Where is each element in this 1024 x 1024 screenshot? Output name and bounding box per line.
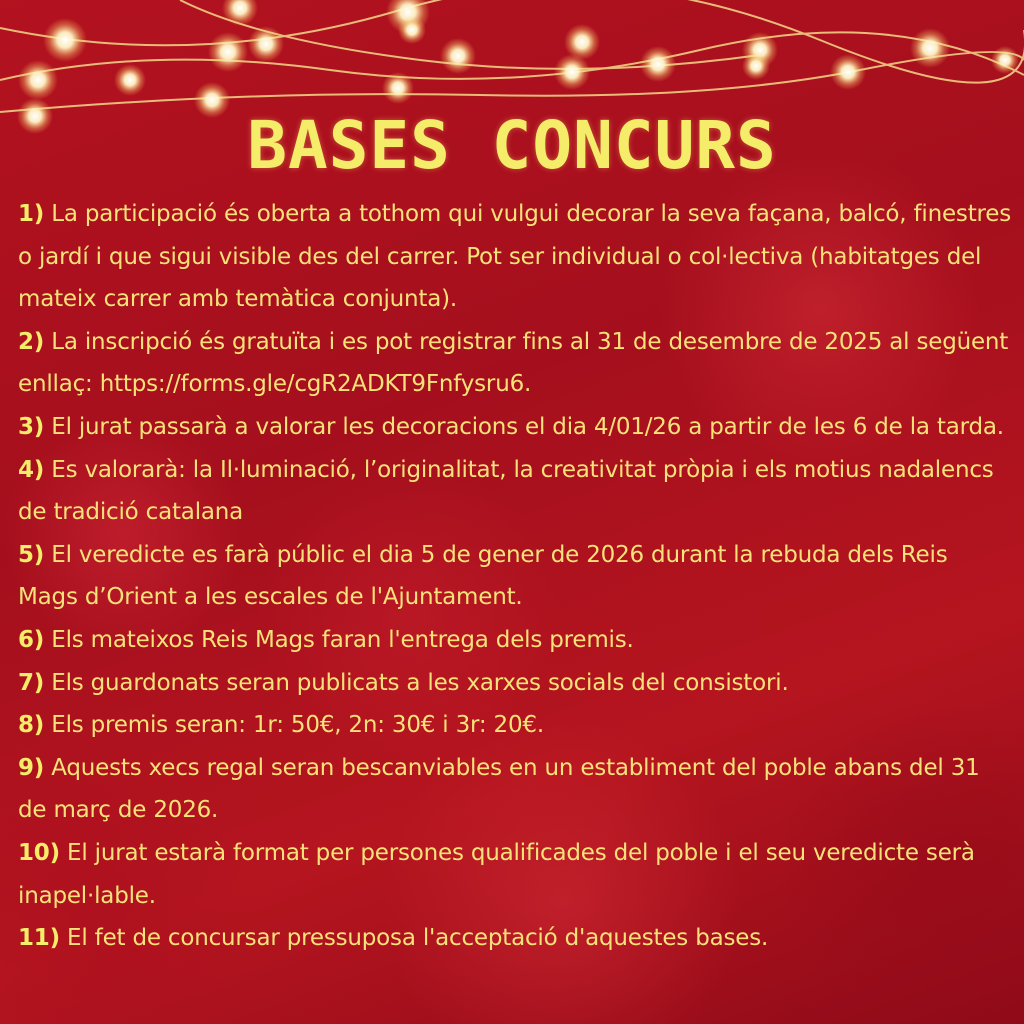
list-item: [18, 704, 1013, 747]
rule-text: El veredicte es farà públic el dia 5 de gener de 2026 durant la rebuda dels Reis Mags d’Orient a les escales de l'Ajuntament.: [18, 541, 948, 611]
rule-number: 6): [18, 626, 45, 653]
rule-number: 8): [18, 712, 45, 739]
list-item: [18, 449, 1013, 534]
list-item: [18, 619, 1013, 662]
rule-number: 11): [18, 925, 60, 952]
rule-number: 9): [18, 754, 45, 781]
list-item: [18, 534, 1013, 619]
rule-number: 10): [18, 839, 60, 866]
rules-list: [18, 193, 1013, 960]
page-title: BASES CONCURS: [247, 107, 777, 184]
list-item: [18, 662, 1013, 705]
rule-text: Els mateixos Reis Mags faran l'entrega dels premis.: [44, 626, 634, 653]
rule-number: 3): [18, 413, 45, 440]
rule-text: Els guardonats seran publicats a les xarxes socials del consistori.: [44, 669, 789, 696]
rule-text: Els premis seran: 1r: 50€, 2n: 30€ i 3r: 20€.: [44, 712, 544, 739]
rule-number: 7): [18, 669, 45, 696]
rule-number: 1): [18, 201, 45, 227]
rule-text: La participació és oberta a tothom qui vulgui decorar la seva façana, balcó, finestres o jardí i que sigui visible des del carrer. Pot ser individual o col·lectiva (habitatges del mateix carrer amb temàtica conjunta).: [18, 201, 1011, 313]
rule-text: La inscripció és gratuïta i es pot registrar fins al 31 de desembre de 2025 al següent enllaç: https://forms.gle/cgR2ADKT9Fnfysru6.: [18, 328, 1009, 398]
list-item: [18, 406, 1013, 449]
rule-number: 4): [18, 456, 45, 483]
rule-text: El jurat estarà format per persones qualificades del poble i el seu veredicte serà inapel·lable.: [18, 839, 975, 909]
rule-number: 5): [18, 541, 45, 568]
list-item: [18, 917, 1013, 960]
list-item: [18, 832, 1013, 917]
rule-text: Aquests xecs regal seran bescanviables en un establiment del poble abans del 31 de març de 2026.: [18, 754, 980, 824]
rule-text: Es valorarà: la Il·luminació, l’originalitat, la creativitat pròpia i els motius nadalencs de tradició catalana: [18, 456, 994, 526]
rule-text: El fet de concursar pressuposa l'acceptació d'aquestes bases.: [59, 925, 769, 952]
list-item: [18, 747, 1013, 832]
rule-text: El jurat passarà a valorar les decoracions el dia 4/01/26 a partir de les 6 de la tarda.: [44, 413, 1004, 440]
rule-number: 2): [18, 328, 45, 355]
list-item: [18, 321, 1013, 406]
list-item: [18, 193, 1013, 321]
